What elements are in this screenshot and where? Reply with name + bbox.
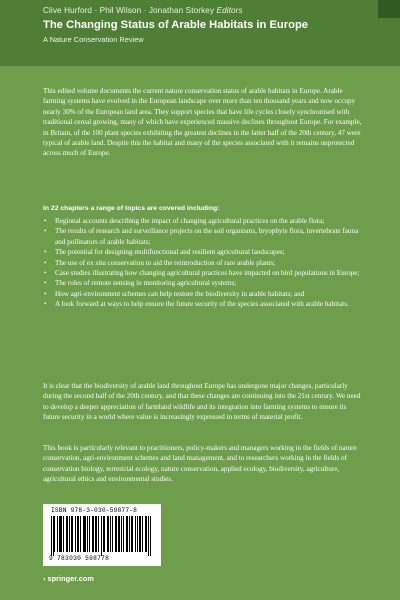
intro-paragraph: This edited volume documents the current nature conservation status of arable habitats in Europe. Arable farming systems have evolved in the European landscape over more than ten thousand years and now occupy nearly 30% of the European land area. They support species that have life cycles closely synchronised with traditional cereal growing, many of which have experienced massive declines throughout Europe. For example, in Britain, of the 100 plant species exhibiting the greatest declines in the latter half of the 20th century, 47 were typical of arable land. Despite this the habitat and many of the species associated with it remains unprotected across much of Europe. — [43, 87, 362, 158]
book-title: The Changing Status of Arable Habitats in Europe — [43, 19, 308, 31]
barcode-bar — [85, 516, 86, 552]
barcode-bar — [142, 516, 143, 552]
bullet-icon: • — [44, 227, 47, 236]
barcode-bar — [87, 516, 88, 552]
barcode-bar — [98, 516, 99, 552]
topic-text: The roles of remote sensing in monitoring agricultural systems; — [55, 279, 237, 288]
barcode-bar — [121, 516, 122, 552]
editors-line — [43, 6, 243, 15]
topic-item — [43, 226, 365, 247]
barcode-bar — [135, 516, 136, 552]
barcode-bar — [51, 516, 52, 556]
barcode-bar — [78, 516, 79, 552]
topics-lead: In 22 chapters a range of topics are covered including: — [43, 205, 220, 212]
barcode-bar — [67, 516, 68, 552]
barcode-bar — [132, 516, 133, 552]
topics-list — [43, 216, 365, 310]
topic-text: A look forward at ways to help ensure the future security of the species associated with arable habitats. — [55, 300, 349, 309]
barcode-bar — [93, 516, 94, 552]
barcode-bars — [51, 516, 151, 554]
bullet-icon: • — [44, 258, 47, 267]
barcode-bar — [101, 516, 102, 556]
barcode-bar — [54, 516, 55, 552]
barcode-bar — [140, 516, 141, 552]
topic-text: The potential for designing multifunctional and resilient agricultural landscapes; — [55, 248, 285, 257]
barcode-bar — [63, 516, 64, 552]
isbn-text: ISBN 978-3-030-59877-8 — [51, 507, 138, 514]
topic-item — [43, 247, 365, 257]
barcode-bar — [146, 516, 147, 552]
barcode-digits: 9 783030 598778 — [49, 555, 110, 562]
paragraph-2: It is clear that the biodiversity of arable land throughout Europe has undergone major changes, particularly during the second half of the 20th century, and that these changes are continuing into the 21st century. We need to develop a deeper appreciation of farmland wildlife and its integration into farming systems to ensure its future security in a world where value is increasingly expressed in terms of material profit. — [43, 382, 361, 422]
topic-item — [43, 299, 365, 309]
topic-item — [43, 268, 365, 278]
barcode-bar — [72, 516, 73, 552]
barcode-bar — [61, 516, 62, 552]
barcode-bar — [148, 516, 149, 556]
barcode — [43, 504, 161, 566]
bullet-icon: • — [44, 300, 47, 309]
editors-role: Editors — [216, 6, 243, 15]
website-link[interactable]: › springer.com — [43, 574, 94, 583]
topic-text: Case studies illustrating how changing agricultural practices have impacted on bird populations in Europe; — [55, 269, 360, 278]
topic-item — [43, 289, 365, 299]
barcode-bar — [127, 516, 128, 552]
topic-item — [43, 258, 365, 268]
barcode-bar — [108, 516, 109, 552]
barcode-bar — [123, 516, 124, 552]
bullet-icon: • — [44, 217, 47, 225]
topic-item — [43, 216, 365, 226]
bullet-icon: • — [44, 279, 47, 288]
barcode-bar — [57, 516, 58, 552]
series-title: A Nature Conservation Review — [43, 35, 144, 44]
corner-block — [378, 0, 400, 18]
barcode-bar — [112, 516, 113, 552]
barcode-bar — [80, 516, 81, 552]
barcode-bar — [104, 516, 105, 552]
barcode-bar — [137, 516, 138, 552]
barcode-bar — [129, 516, 130, 552]
barcode-bar — [150, 516, 151, 556]
editors-names: Clive Hurford · Phil Wilson · Jonathan Storkey — [43, 6, 215, 15]
barcode-bar — [75, 516, 76, 552]
barcode-bar — [89, 516, 90, 552]
bullet-icon: • — [44, 248, 47, 257]
barcode-bar — [119, 516, 120, 552]
barcode-bar — [116, 516, 117, 552]
topic-text: How agri-environment schemes can help restore the biodiversity in arable habitats; and — [55, 289, 305, 298]
bullet-icon: • — [44, 289, 47, 298]
paragraph-3: This book is particularly relevant to practitioners, policy-makers and managers working in the fields of nature conservation, agri-environment schemes and land management, and to researchers working in the fields of conservation biology, terrestrial ecology, nature conservation, applied ecology, biodiversity, agriculture, agricultural ethics and environmental studies. — [43, 444, 357, 484]
topic-text: The use of ex situ conservation to aid the reintroduction of rare arable plants; — [55, 258, 276, 267]
barcode-bar — [69, 516, 70, 552]
topic-text: The results of research and surveillance projects on the soil organisms, bryophyte flora, invertebrate fauna and pollinators of arable habitats; — [55, 227, 359, 246]
barcode-bar — [110, 516, 111, 552]
bullet-icon: • — [44, 269, 47, 278]
topic-item — [43, 278, 365, 288]
topic-text: Regional accounts describing the impact of changing agricultural practices on the arable flora; — [55, 217, 325, 225]
barcode-bar — [96, 516, 97, 552]
